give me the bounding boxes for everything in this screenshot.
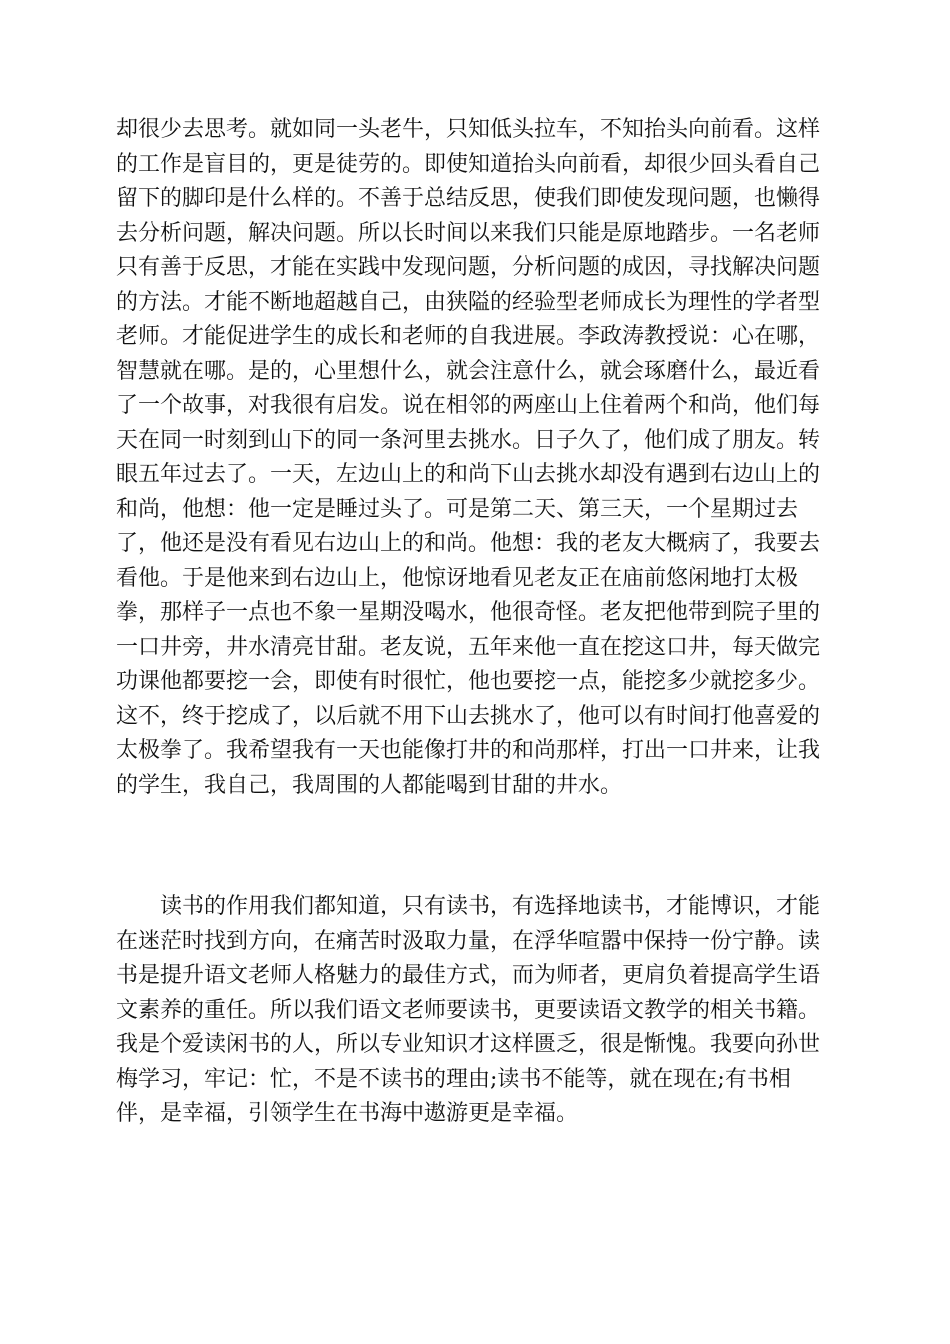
text-line: 只有善于反思，才能在实践中发现问题，分析问题的成因，寻找解决问题 [116,255,821,280]
text-line: 读书的作用我们都知道，只有读书，有选择地读书，才能博识，才能 [116,894,821,919]
text-line: 老师。才能促进学生的成长和老师的自我进展。李政涛教授说：心在哪， [116,324,821,349]
text-line: 的工作是盲目的，更是徒劳的。即使知道抬头向前看，却很少回头看自己 [116,151,821,177]
text-line: 看他。于是他来到右边山上，他惊讶地看见老友正在庙前悠闲地打太极 [116,565,799,591]
text-line: 留下的脚印是什么样的。不善于总结反思，使我们即使发现问题，也懒得 [116,186,821,211]
text-line: 眼五年过去了。一天，左边山上的和尚下山去挑水却没有遇到右边山上的 [116,462,821,487]
text-line: 却很少去思考。就如同一头老牛，只知低头拉车，不知抬头向前看。这样 [116,117,821,142]
text-line: 太极拳了。我希望我有一天也能像打井的和尚那样，打出一口井来，让我 [116,738,821,763]
text-line: 天在同一时刻到山下的同一条河里去挑水。日子久了，他们成了朋友。转 [116,427,821,453]
text-line: 和尚，他想：他一定是睡过头了。可是第二天、第三天，一个星期过去 [116,496,799,522]
text-line: 了一个故事，对我很有启发。说在相邻的两座山上住着两个和尚，他们每 [116,393,821,418]
text-line: 这不，终于挖成了，以后就不用下山去挑水了，他可以有时间打他喜爱的 [116,703,821,729]
text-line: 拳，那样子一点也不象一星期没喝水，他很奇怪。老友把他带到院子里的 [116,600,821,625]
text-line: 智慧就在哪。是的，心里想什么，就会注意什么，就会琢磨什么，最近看 [116,358,821,384]
text-line: 功课他都要挖一会，即使有时很忙，他也要挖一点，能挖多少就挖多少。 [116,669,821,694]
text-line: 去分析问题，解决问题。所以长时间以来我们只能是原地踏步。一名老师 [116,220,821,246]
text-line: 的方法。才能不断地超越自己，由狭隘的经验型老师成长为理性的学者型 [116,289,821,315]
text-line: 在迷茫时找到方向，在痛苦时汲取力量，在浮华喧嚣中保持一份宁静。读 [116,928,821,954]
text-line: 一口井旁，井水清亮甘甜。老友说，五年来他一直在挖这口井，每天做完 [116,634,821,660]
paragraph-reading [116,890,836,1132]
text-line: 梅学习，牢记：忙，不是不读书的理由;读书不能等，就在现在;有书相 [116,1066,791,1092]
text-line: 文素养的重任。所以我们语文老师要读书，更要读语文教学的相关书籍。 [116,997,821,1023]
text-line: 书是提升语文老师人格魅力的最佳方式，而为师者，更肩负着提高学生语 [116,963,821,988]
text-line: 的学生，我自己，我周围的人都能喝到甘甜的井水。 [116,772,623,798]
text-line: 伴，是幸福，引领学生在书海中遨游更是幸福。 [116,1101,579,1126]
text-line: 我是个爱读闲书的人，所以专业知识才这样匮乏，很是惭愧。我要向孙世 [116,1032,821,1057]
text-line: 了，他还是没有看见右边山上的和尚。他想：我的老友大概病了，我要去 [116,531,821,556]
paragraph-reflection [116,113,836,803]
